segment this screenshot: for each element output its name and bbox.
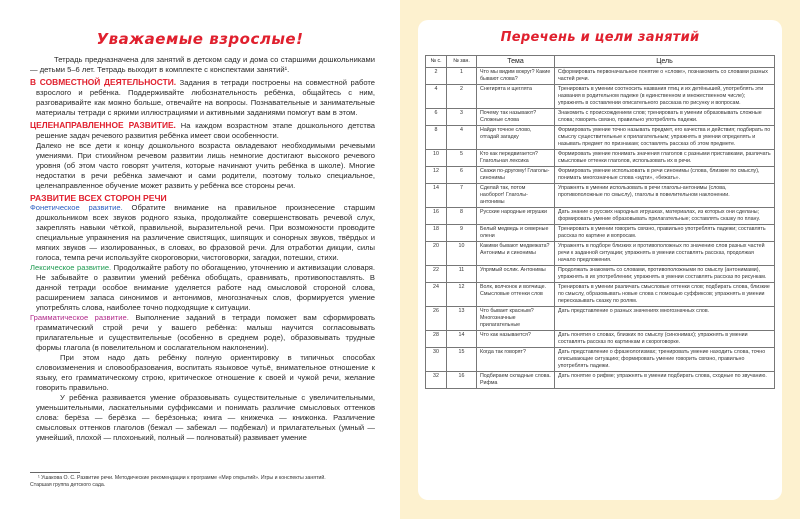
phonetic-label: Фонетическое развитие.: [30, 203, 123, 212]
cell-page-number: 24: [426, 283, 447, 307]
lexical-text: Продолжайте работу по обогащению, уточнению и активизации словаря. Не забывайте о развитии умений ребёнка обобщать, сравнивать, противопоставлять. В данной тетради особое внимание уделяется работе над смысловой стороной слова, расширением запаса синонимов и антонимов, многозначных слов, формируется умение употреблять слова, наиболее точно подходящие к ситуации.: [36, 263, 375, 312]
header-page-number: № с.: [426, 56, 447, 68]
table-row: [426, 307, 775, 331]
right-page: [400, 0, 800, 519]
cell-goal: Формировать умение точно называть предмет, его качества и действия; подбирать по смыслу существительные к прилагательным; упражнять в умении определять и называть предмет по признакам; составлять рассказ об этом предмете.: [555, 126, 775, 150]
cell-page-number: 26: [426, 307, 447, 331]
cell-goal: Тренировать в умении различать смысловые оттенки слов; подбирать слова, близкие по смыслу, образовывать новые слова с помощью суффиксов; упражнять в умении пересказывать сказку по ролям.: [555, 283, 775, 307]
cell-lesson-number: 6: [447, 167, 477, 184]
cell-goal: Формировать умение использовать в речи синонимы (слова, близкие по смыслу), понимать многозначные слова «идти», «бежать».: [555, 167, 775, 184]
targeted-development-paragraph-2: Далеко не все дети к концу дошкольного возраста овладевают необходимыми речевыми умениями. При стихийном речевом развитии лишь немногие достигают высокого речевого уровня (об этом часто говорят учителя, которые начинают учить ребёнка в школе). Многие недостатки в речи ребёнка замечают и сами родители, поэтому только специальное, целенаправленное обучение может развить у ребёнка все стороны речи.: [36, 141, 375, 190]
cell-page-number: 18: [426, 225, 447, 242]
cell-topic: Снегирята и щеглята: [477, 85, 555, 109]
table-row: [426, 184, 775, 208]
header-topic: Тема: [477, 56, 555, 68]
all-sides-heading: РАЗВИТИЕ ВСЕХ СТОРОН РЕЧИ: [30, 193, 167, 203]
cell-lesson-number: 7: [447, 184, 477, 208]
footnote-line-1: ¹ Ушакова О. С. Развитие речи. Методические рекомендации к программе «Мир открытий». Игры и конспекты занятий.: [38, 475, 326, 481]
cell-topic: Найди точное слово, отгадай загадку: [477, 126, 555, 150]
grammar-paragraph: [30, 313, 375, 353]
lessons-table: [425, 55, 775, 389]
cell-lesson-number: 1: [447, 68, 477, 85]
cell-page-number: 28: [426, 331, 447, 348]
footnote: [30, 475, 375, 489]
targeted-development-paragraph: [30, 120, 375, 141]
cell-page-number: 32: [426, 372, 447, 389]
cell-goal: Дать понятия о словах, близких по смыслу (синонимах); упражнять в умении составлять рассказ по картинкам и скороговорке.: [555, 331, 775, 348]
table-row: [426, 283, 775, 307]
cell-topic: Волк, волчонок и волчище. Смысловые оттенки слов: [477, 283, 555, 307]
suffixes-paragraph: У ребёнка развивается умение образовывать существительные с увеличительными, уменьшительными, ласкательными суффиксами и понимать различие смысловых оттенков слова: берёза — берёзка — берёзонька; книга — книжечка — книжонка. Различение смысловых оттенков глаголов (бежал — забежал — подбежал) и прилагательных (умный — умнейший, плохой — плохонький, полный — полноватый) развивает умение: [36, 393, 375, 442]
cell-topic: Когда так говорят?: [477, 348, 555, 372]
table-row: [426, 242, 775, 266]
cell-topic: Скажи по-другому! Глаголы-синонимы: [477, 167, 555, 184]
cell-topic: Что бывает красным? Многозначные прилагательные: [477, 307, 555, 331]
cell-page-number: 22: [426, 266, 447, 283]
cell-topic: Кто как передвигается? Глагольная лексика: [477, 150, 555, 167]
cell-goal: Дать представление о фразеологизмах; тренировать умение находить слова, точно описывающие ситуацию; формировать умение говорить связно, правильно употреблять падежи.: [555, 348, 775, 372]
joint-activity-heading: В СОВМЕСТНОЙ ДЕЯТЕЛЬНОСТИ.: [30, 77, 177, 87]
cell-lesson-number: 8: [447, 208, 477, 225]
header-lesson-number: № зан.: [447, 56, 477, 68]
targeted-development-text: На каждом возрастном этапе дошкольного детства решение задач речевого развития ребёнка имеет свои особенности.: [36, 121, 375, 140]
table-row: [426, 266, 775, 283]
orientation-paragraph: При этом надо дать ребёнку полную ориентировку в типичных способах словоизменения и словообразования, воспитать языковое чутьё, внимательное отношение к языку, его грамматическому строю, критическое отношение к своей и чужой речи, желание говорить правильно.: [36, 353, 375, 392]
cell-lesson-number: 13: [447, 307, 477, 331]
table-row: [426, 68, 775, 85]
table-row: [426, 85, 775, 109]
cell-topic: Белый медведь и северные олени: [477, 225, 555, 242]
cell-goal: Упражнять в умении использовать в речи глаголы-антонимы (слова, противоположные по смыслу), глаголы в повелительном наклонении.: [555, 184, 775, 208]
cell-goal: Упражнять в подборе близких и противоположных по значению слов разных частей речи к заданной ситуации; упражнять в умении составлять рассказ, продолжая начало предложения.: [555, 242, 775, 266]
cell-topic: Почему так называют? Сложные слова: [477, 109, 555, 126]
cell-goal: Тренировать в умении соотносить названия птиц и их детёнышей, употреблять эти названия в родительном падеже (в единственном и множественном числе); упражнять в составлении описательного рассказа по рисунку и вопросам.: [555, 85, 775, 109]
cell-page-number: 10: [426, 150, 447, 167]
cell-lesson-number: 10: [447, 242, 477, 266]
cell-goal: Сформировать первоначальное понятие о «слове», познакомить со словами разных частей речи.: [555, 68, 775, 85]
left-page-title: Уважаемые взрослые!: [96, 30, 304, 48]
cell-page-number: 16: [426, 208, 447, 225]
intro-paragraph: Тетрадь предназначена для занятий в детском саду и дома со старшими дошкольниками — детьми 5–6 лет. Тетрадь выходит в комплекте с конспектами занятий¹.: [30, 55, 375, 74]
cell-page-number: 6: [426, 109, 447, 126]
phonetic-paragraph: [30, 203, 375, 263]
cell-topic: Что как называется?: [477, 331, 555, 348]
cell-goal: Дать знание о русских народных игрушках, материалах, из которых они сделаны; формировать умение образовывать прилагательные; составлять сказку по плану.: [555, 208, 775, 225]
table-row: [426, 331, 775, 348]
cell-lesson-number: 9: [447, 225, 477, 242]
table-row: [426, 348, 775, 372]
left-page-body: [30, 55, 375, 443]
grammar-label: Грамматическое развитие.: [30, 313, 129, 322]
cell-lesson-number: 16: [447, 372, 477, 389]
cell-lesson-number: 12: [447, 283, 477, 307]
cell-lesson-number: 2: [447, 85, 477, 109]
footnote-divider: [30, 472, 80, 473]
cell-lesson-number: 11: [447, 266, 477, 283]
table-row: [426, 109, 775, 126]
table-row: [426, 225, 775, 242]
table-row: [426, 126, 775, 150]
cell-page-number: 14: [426, 184, 447, 208]
cell-page-number: 30: [426, 348, 447, 372]
cell-goal: Знакомить с происхождением слов; тренировать в умении образовывать сложные слова; говорить связно, правильно употреблять падежи.: [555, 109, 775, 126]
table-row: [426, 372, 775, 389]
cell-goal: Формировать умение понимать значения глаголов с разными приставками, различать смысловые оттенки глаголов, использовать их в речи.: [555, 150, 775, 167]
cell-lesson-number: 14: [447, 331, 477, 348]
lexical-paragraph: [30, 263, 375, 313]
cell-topic: Сделай так, потом наоборот! Глаголы-антонимы: [477, 184, 555, 208]
cell-goal: Продолжать знакомить со словами, противоположными по смыслу (антонимами), упражнять в их употреблении; упражнять в умении составлять рассказ по рисункам.: [555, 266, 775, 283]
grammar-text: Выполнение заданий в тетради поможет вам сформировать грамматический строй речи у вашего ребёнка: малыш научится согласовывать прилагательные и существительные (особенно в среднем роде), образовывать трудные формы глагола (в повелительном и сослагательном наклонении).: [36, 313, 376, 352]
cell-lesson-number: 3: [447, 109, 477, 126]
phonetic-text: Обратите внимание на правильное произнесение старшим дошкольником всех звуков родного языка, продолжайте совершенствовать речевой слух, закреплять навыки чёткой, правильной, выразительной речи. При возможности проводите специальные упражнения на различение свистящих, шипящих и сонорных звуков, твёрдых и мягких звуков — изолированных, в словах, во фразовой речи. Для отработки дикции, силы голоса, темпа речи используйте скороговорки, чистоговорки, загадки, потешки, стихи.: [36, 203, 375, 262]
lessons-table-body: [426, 68, 775, 389]
table-row: [426, 208, 775, 225]
cell-lesson-number: 4: [447, 126, 477, 150]
cell-topic: Какими бывают медвежата? Антонимы и синонимы: [477, 242, 555, 266]
cell-page-number: 2: [426, 68, 447, 85]
joint-activity-paragraph: [30, 77, 375, 118]
cell-topic: Подбираем складные слова. Рифма: [477, 372, 555, 389]
targeted-development-heading: ЦЕЛЕНАПРАВЛЕННОЕ РАЗВИТИЕ.: [30, 120, 176, 130]
cell-page-number: 8: [426, 126, 447, 150]
cell-topic: Упрямый ослик. Антонимы: [477, 266, 555, 283]
cell-goal: Дать представление о разных значениях многозначных слов.: [555, 307, 775, 331]
lexical-label: Лексическое развитие.: [30, 263, 112, 272]
cell-lesson-number: 5: [447, 150, 477, 167]
cell-page-number: 4: [426, 85, 447, 109]
cell-topic: Что мы видим вокруг? Какие бывают слова?: [477, 68, 555, 85]
table-header-row: [426, 56, 775, 68]
lessons-card: [418, 20, 782, 500]
right-page-title: Перечень и цели занятий: [500, 30, 700, 45]
footnote-line-2: Старшая группа детского сада.: [30, 482, 106, 488]
joint-activity-text: Задания в тетради построены на совместной работе взрослого и ребёнка. Поддерживайте любознательность ребёнка, общайтесь с ним, разговаривайте как можно больше, отвечайте на вопросы. Познавательные и занимательные материалы тетради с яркими иллюстрациями и активными заданиями помогут вам в этом.: [36, 78, 375, 117]
cell-goal: Тренировать в умении говорить связно, правильно употреблять падежи; составлять рассказ по картине и вопросам.: [555, 225, 775, 242]
header-goal: Цель: [555, 56, 775, 68]
cell-lesson-number: 15: [447, 348, 477, 372]
cell-page-number: 20: [426, 242, 447, 266]
cell-page-number: 12: [426, 167, 447, 184]
cell-topic: Русские народные игрушки: [477, 208, 555, 225]
table-row: [426, 167, 775, 184]
cell-goal: Дать понятие о рифме; упражнять в умении подбирать слова, сходные по звучанию.: [555, 372, 775, 389]
table-row: [426, 150, 775, 167]
